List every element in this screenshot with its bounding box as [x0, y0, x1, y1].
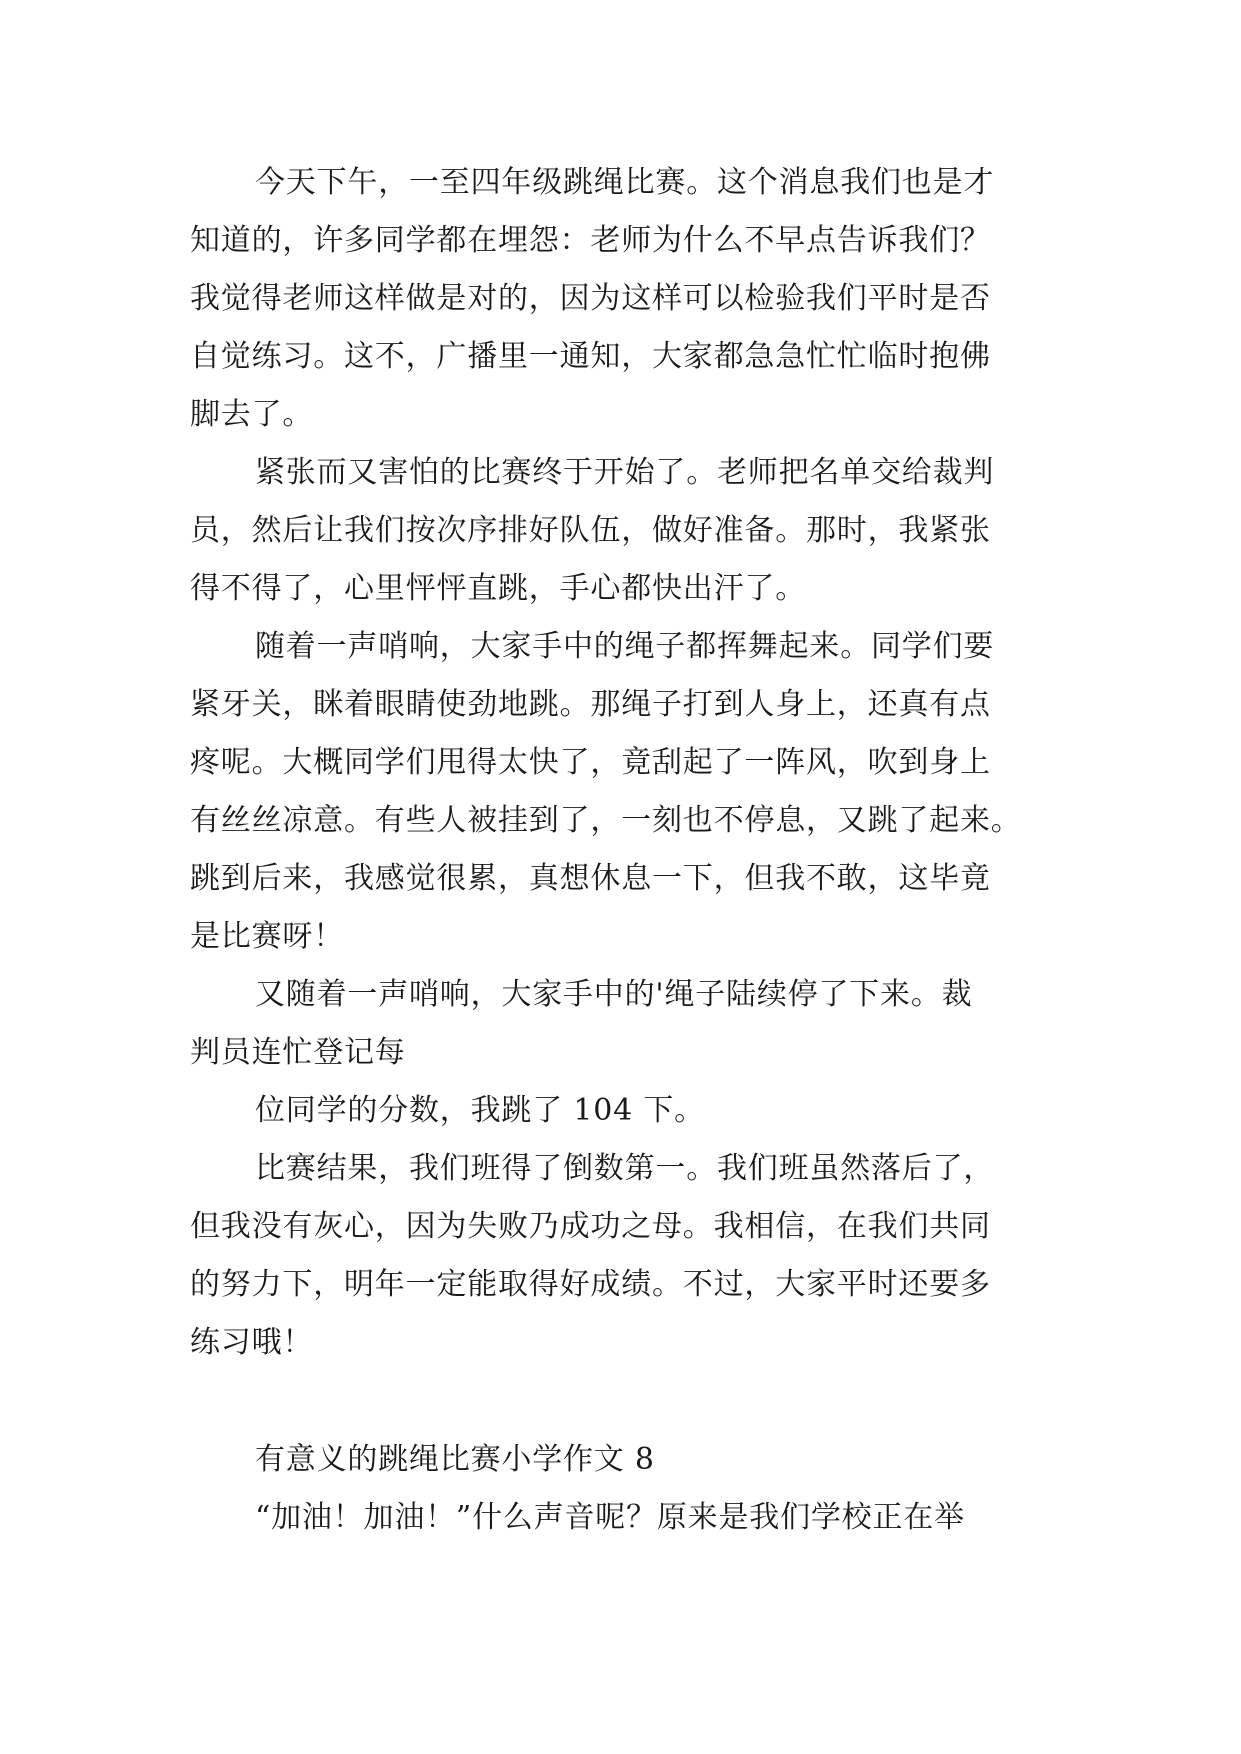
paragraph-line: 跳到后来，我感觉很累，真想休息一下，但我不敢，这毕竟: [190, 861, 991, 896]
paragraph-line: 今天下午，一至四年级跳绳比赛。这个消息我们也是才: [255, 165, 995, 200]
paragraph-line: 但我没有灰心，因为失败乃成功之母。我相信，在我们共同: [190, 1209, 991, 1244]
section-title: 有意义的跳绳比赛小学作文 8: [255, 1442, 655, 1477]
paragraph-line: 紧张而又害怕的比赛终于开始了。老师把名单交给裁判: [255, 455, 995, 490]
paragraph-line: 练习哦！: [190, 1325, 314, 1360]
paragraph-line: “加油！加油！”什么声音呢？原来是我们学校正在举: [255, 1500, 965, 1535]
paragraph-line: 自觉练习。这不，广播里一通知，大家都急急忙忙临时抱佛: [190, 339, 991, 374]
paragraph-line: 有丝丝凉意。有些人被挂到了，一刻也不停息，又跳了起来。: [190, 803, 1022, 838]
paragraph-line: 我觉得老师这样做是对的，因为这样可以检验我们平时是否: [190, 281, 991, 316]
paragraph-line: 位同学的分数，我跳了 104 下。: [255, 1093, 705, 1128]
paragraph-line: 知道的，许多同学都在埋怨：老师为什么不早点告诉我们？: [190, 223, 991, 258]
paragraph-line: 判员连忙登记每: [190, 1035, 406, 1070]
paragraph-line: 得不得了，心里怦怦直跳，手心都快出汗了。: [190, 571, 806, 606]
paragraph-line: 是比赛呀！: [190, 919, 344, 954]
paragraph-line: 的努力下，明年一定能取得好成绩。不过，大家平时还要多: [190, 1267, 991, 1302]
paragraph-line: 脚去了。: [190, 397, 314, 432]
paragraph-line: 比赛结果，我们班得了倒数第一。我们班虽然落后了，: [255, 1151, 995, 1186]
paragraph-line: 又随着一声哨响，大家手中的'绳子陆续停了下来。裁: [255, 977, 973, 1012]
paragraph-line: 员，然后让我们按次序排好队伍，做好准备。那时，我紧张: [190, 513, 991, 548]
paragraph-line: 紧牙关，眯着眼睛使劲地跳。那绳子打到人身上，还真有点: [190, 687, 991, 722]
paragraph-line: 随着一声哨响，大家手中的绳子都挥舞起来。同学们要: [255, 629, 995, 664]
paragraph-line: 疼呢。大概同学们甩得太快了，竟刮起了一阵风，吹到身上: [190, 745, 991, 780]
